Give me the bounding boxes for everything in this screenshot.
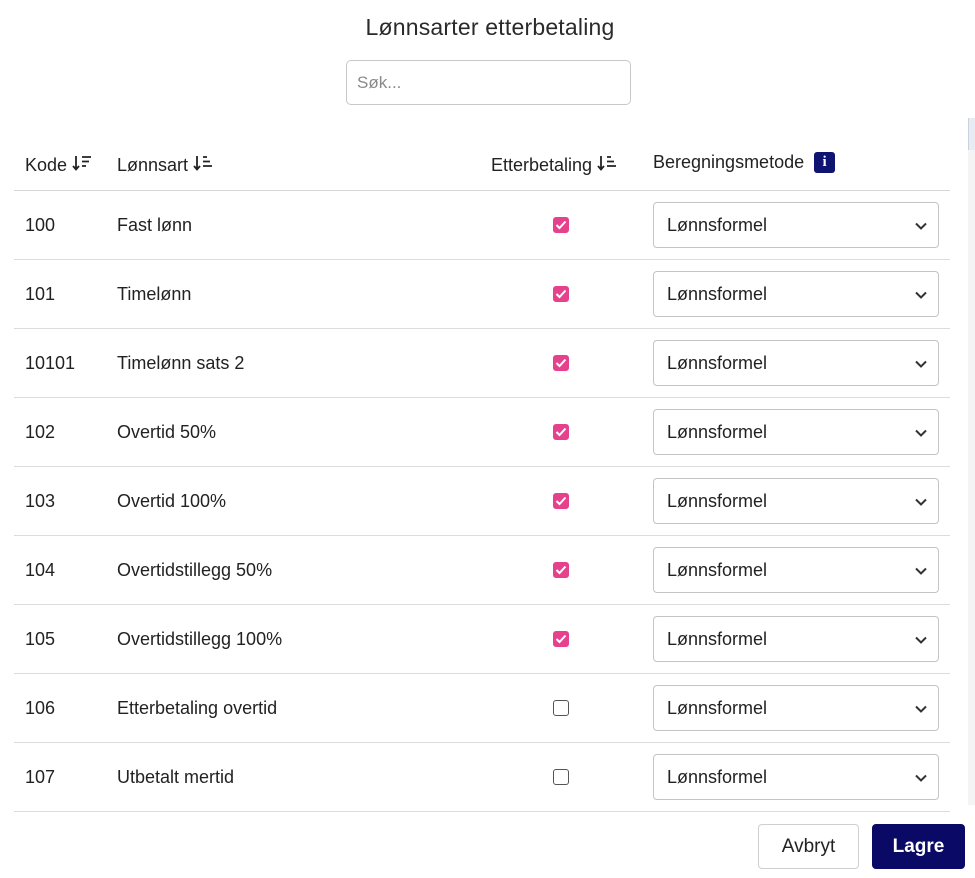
calc-method-select[interactable] [653,616,939,662]
calc-method-select[interactable] [653,409,939,455]
sort-ascending-icon[interactable] [193,154,213,177]
check-icon [555,427,567,437]
table-row [14,398,950,467]
back-pay-cell [553,260,569,328]
scrollbar-track[interactable] [968,150,975,805]
calc-method-value: Lønnsformel [667,559,768,580]
calc-method-value: Lønnsformel [667,352,768,373]
code-cell: 102 [25,421,56,442]
calc-method-select[interactable] [653,340,939,386]
back-pay-cell [553,467,569,535]
calc-method-value: Lønnsformel [667,283,768,304]
back-pay-checkbox[interactable] [553,700,569,716]
chevron-down-icon [914,426,928,440]
wage-type-cell: Fast lønn [117,214,193,235]
back-pay-cell [553,674,569,742]
code-cell: 103 [25,490,56,511]
calc-method-select[interactable] [653,478,939,524]
wage-type-cell: Utbetalt mertid [117,766,235,787]
calc-method-value: Lønnsformel [667,421,768,442]
column-header-label: Etterbetaling [491,154,593,175]
table-row [14,329,950,398]
sort-ascending-icon[interactable] [597,154,617,177]
code-cell: 100 [25,214,56,235]
calc-method-select[interactable] [653,202,939,248]
table-row [14,536,950,605]
calc-method-select[interactable] [653,685,939,731]
wage-type-cell: Etterbetaling overtid [117,697,278,718]
chevron-down-icon [914,288,928,302]
back-pay-checkbox[interactable] [553,217,569,233]
check-icon [555,634,567,644]
calc-method-select[interactable] [653,547,939,593]
check-icon [555,289,567,299]
code-cell: 107 [25,766,56,787]
wage-type-cell: Overtid 100% [117,490,227,511]
table-body [14,191,950,812]
back-pay-checkbox[interactable] [553,493,569,509]
back-pay-cell [553,743,569,811]
calc-method-value: Lønnsformel [667,697,768,718]
check-icon [555,496,567,506]
back-pay-checkbox[interactable] [553,355,569,371]
back-pay-checkbox[interactable] [553,631,569,647]
back-pay-checkbox[interactable] [553,424,569,440]
column-header-wage-type[interactable] [117,140,213,190]
code-cell: 101 [25,283,56,304]
table-row [14,260,950,329]
column-header-calc-method [653,140,835,190]
wage-type-cell: Overtidstillegg 100% [117,628,283,649]
table-row [14,191,950,260]
calc-method-select[interactable] [653,271,939,317]
back-pay-cell [553,329,569,397]
save-button[interactable]: Lagre [872,824,965,869]
wage-type-cell: Overtidstillegg 50% [117,559,273,580]
table-row [14,605,950,674]
wage-types-table [14,140,950,812]
chevron-down-icon [914,633,928,647]
chevron-down-icon [914,495,928,509]
scrollbar-thumb[interactable] [968,118,975,150]
calc-method-value: Lønnsformel [667,490,768,511]
back-pay-cell [553,398,569,466]
back-pay-cell [553,191,569,259]
chevron-down-icon [914,219,928,233]
column-header-label: Lønnsart [117,154,189,175]
code-cell: 106 [25,697,56,718]
table-row [14,674,950,743]
chevron-down-icon [914,702,928,716]
check-icon [555,358,567,368]
table-row [14,743,950,812]
column-header-label: Kode [25,154,68,175]
back-pay-checkbox[interactable] [553,286,569,302]
calc-method-value: Lønnsformel [667,214,768,235]
calc-method-select[interactable] [653,754,939,800]
info-icon[interactable]: i [814,152,835,173]
cancel-button[interactable]: Avbryt [758,824,859,869]
back-pay-cell [553,605,569,673]
sort-descending-icon[interactable] [72,154,92,177]
column-header-label: Beregningsmetode [653,152,805,172]
code-cell: 104 [25,559,56,580]
wage-type-cell: Timelønn sats 2 [117,352,245,373]
dialog-title: Lønnsarter etterbetaling [365,14,615,40]
search-input[interactable] [346,60,631,105]
back-pay-cell [553,536,569,604]
code-cell: 10101 [25,352,76,373]
code-cell: 105 [25,628,56,649]
chevron-down-icon [914,564,928,578]
table-header [14,140,950,191]
calc-method-value: Lønnsformel [667,628,768,649]
chevron-down-icon [914,357,928,371]
column-header-back-pay[interactable] [491,140,617,190]
column-header-code[interactable] [25,140,92,190]
back-pay-checkbox[interactable] [553,769,569,785]
calc-method-value: Lønnsformel [667,766,768,787]
wage-type-cell: Overtid 50% [117,421,217,442]
check-icon [555,565,567,575]
wage-type-cell: Timelønn [117,283,192,304]
table-row [14,467,950,536]
check-icon [555,220,567,230]
back-pay-checkbox[interactable] [553,562,569,578]
chevron-down-icon [914,771,928,785]
